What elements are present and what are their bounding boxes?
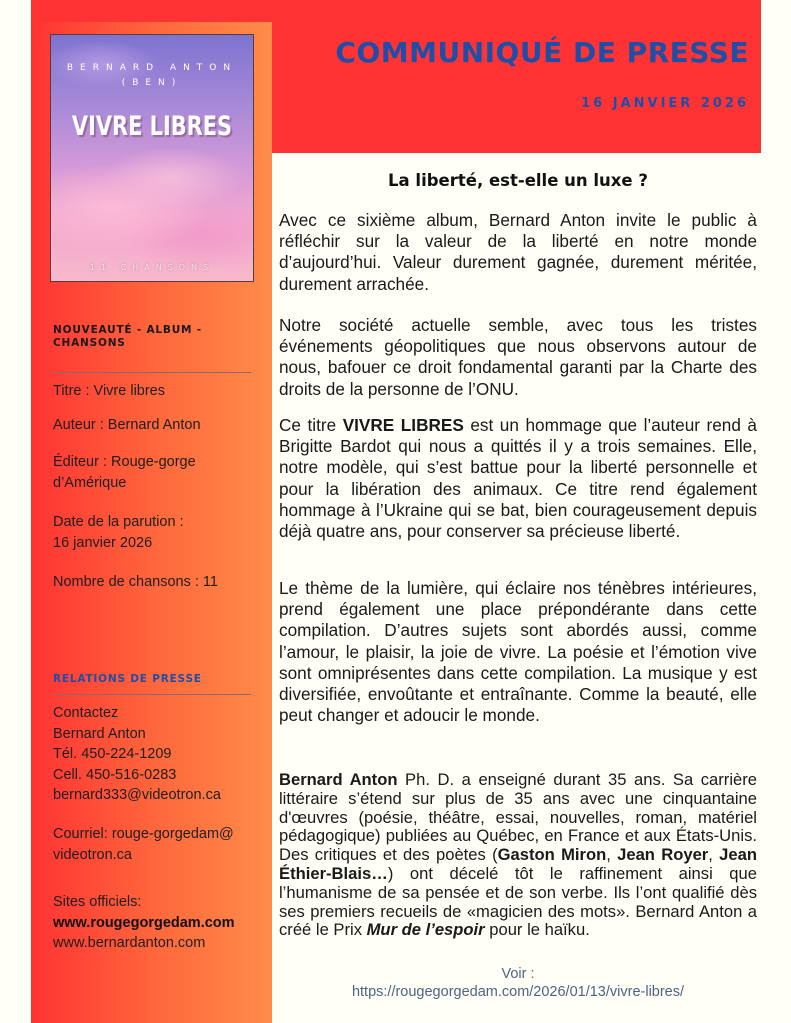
album-cover xyxy=(50,34,254,282)
voir-label: Voir : xyxy=(501,966,535,982)
release-date: 16 JANVIER 2026 xyxy=(581,96,749,111)
album-title-bold: VIVRE LIBRES xyxy=(342,415,464,435)
paragraph-intro: Avec ce sixième album, Bernard Anton invite le public à réfléchir sur la valeur de la liberté en notre monde d’aujourd’hui. Valeur durement gagnée, durement méritée, durement arrachée. xyxy=(279,210,757,294)
sites-label: Sites officiels: xyxy=(53,894,142,910)
info-editeur xyxy=(53,452,263,494)
paragraph-bio xyxy=(279,771,757,940)
bio-text1: Ph. D. a enseigné durant 35 ans. Sa carrière littéraire s’étend sur plus de 35 ans avec une cinquantaine d'œuvres (poésie, théâtre, essai, nouvelles, roman, matériel pédagogique) publiées au Québec, en France et aux États-Unis. Des critiques et des poètes ( xyxy=(279,770,758,865)
info-date xyxy=(53,512,263,554)
bio-text2: ) ont décelé tôt le raffinement ainsi que l’humanisme de sa pensée et de son verbe. Ils l’ont qualifié dès ses premiers recueils de «magicien des mots». Bernard Anton a créé le Prix xyxy=(279,863,757,940)
site-link-rougegorgedam[interactable]: www.rougegorgedam.com xyxy=(53,914,235,931)
bio-poet2: Jean Royer xyxy=(617,845,709,865)
cover-author xyxy=(51,61,253,91)
section-title-relations: RELATIONS DE PRESSE xyxy=(53,673,202,685)
paragraph-theme: Le thème de la lumière, qui éclaire nos ténèbres intérieures, prend également une place prépondérante dans cette compilation. D’autres sujets sont abordés aussi, comme l’amour, le plaisir, la joie de vivre. La poésie et l’émotion vive sont omniprésentes dans cette compilation. La musique y est diversifiée, envoûtante et entraînante. Comme la beauté, elle peut changer et adoucir le monde. xyxy=(279,578,757,726)
page-title: COMMUNIQUÉ DE PRESSE xyxy=(335,36,749,69)
bio-prize: Mur de l’espoir xyxy=(366,920,485,940)
info-titre: Titre : Vivre libres xyxy=(53,383,165,399)
info-editeur-line2: d’Amérique xyxy=(53,475,127,491)
cover-author-alias: (BEN) xyxy=(121,78,183,88)
bio-name: Bernard Anton xyxy=(279,770,398,789)
courriel-line1[interactable]: Courriel: rouge-gorgedam@ xyxy=(53,826,234,842)
cover-title: VIVRE LIBRES xyxy=(71,111,233,142)
para3-pre: Ce titre xyxy=(279,415,343,435)
contact-name: Bernard Anton xyxy=(53,725,146,742)
info-date-line1: Date de la parution : xyxy=(53,514,184,530)
section-title-nouveaute: NOUVEAUTÉ - ALBUM - CHANSONS xyxy=(53,324,202,349)
courriel-line2[interactable]: videotron.ca xyxy=(53,846,132,863)
voir-block xyxy=(279,965,757,1001)
info-editeur-line1: Éditeur : Rouge-gorge xyxy=(53,454,196,470)
courriel-block xyxy=(53,824,263,865)
bio-sep2: , xyxy=(708,845,720,865)
info-date-line2: 16 janvier 2026 xyxy=(53,535,153,551)
divider xyxy=(53,694,251,695)
bio-sep1: , xyxy=(606,845,618,865)
voir-link[interactable]: https://rougegorgedam.com/2026/01/13/vivre-libres/ xyxy=(351,984,685,1000)
info-nombre: Nombre de chansons : 11 xyxy=(53,574,218,590)
divider xyxy=(53,372,251,373)
contact-label: Contactez xyxy=(53,705,119,721)
site-link-bernardanton[interactable]: www.bernardanton.com xyxy=(53,935,206,951)
article-heading: La liberté, est-elle un luxe ? xyxy=(388,171,648,190)
sidebar xyxy=(31,22,272,1023)
contact-email[interactable]: bernard333@videotron.ca xyxy=(53,787,221,803)
contact-block xyxy=(53,703,263,806)
bio-poet1: Gaston Miron xyxy=(497,845,607,865)
bio-poet3: Jean Éthier-Blais… xyxy=(279,845,757,883)
paragraph-tribute xyxy=(279,415,757,542)
info-auteur: Auteur : Bernard Anton xyxy=(53,417,201,433)
contact-tel[interactable]: Tél. 450-224-1209 xyxy=(53,746,172,762)
contact-cell[interactable]: Cell. 450-516-0283 xyxy=(53,766,177,783)
bio-text3: pour le haïku. xyxy=(484,920,590,940)
cover-author-name: BERNARD ANTON xyxy=(66,63,238,73)
para3-post: est un hommage que l’auteur rend à Brigitte Bardot qui nous a quittés il y a trois semaines. Elle, notre modèle, qui s’est battue pour la liberté personnelle et pour la libération des animaux. Ce titre rend également hommage à l’Ukraine qui se bat, bien courageusement depuis déjà quatre ans, pour conserver sa précieuse liberté. xyxy=(279,415,757,542)
sites-block xyxy=(53,892,263,954)
cover-songs: 11 CHANSONS xyxy=(89,263,215,272)
paragraph-society: Notre société actuelle semble, avec tous les tristes événements géopolitiques que nous observons autour de nous, bafouer ce droit fondamental garanti par la Charte des droits de la personne de l’ONU. xyxy=(279,315,757,399)
